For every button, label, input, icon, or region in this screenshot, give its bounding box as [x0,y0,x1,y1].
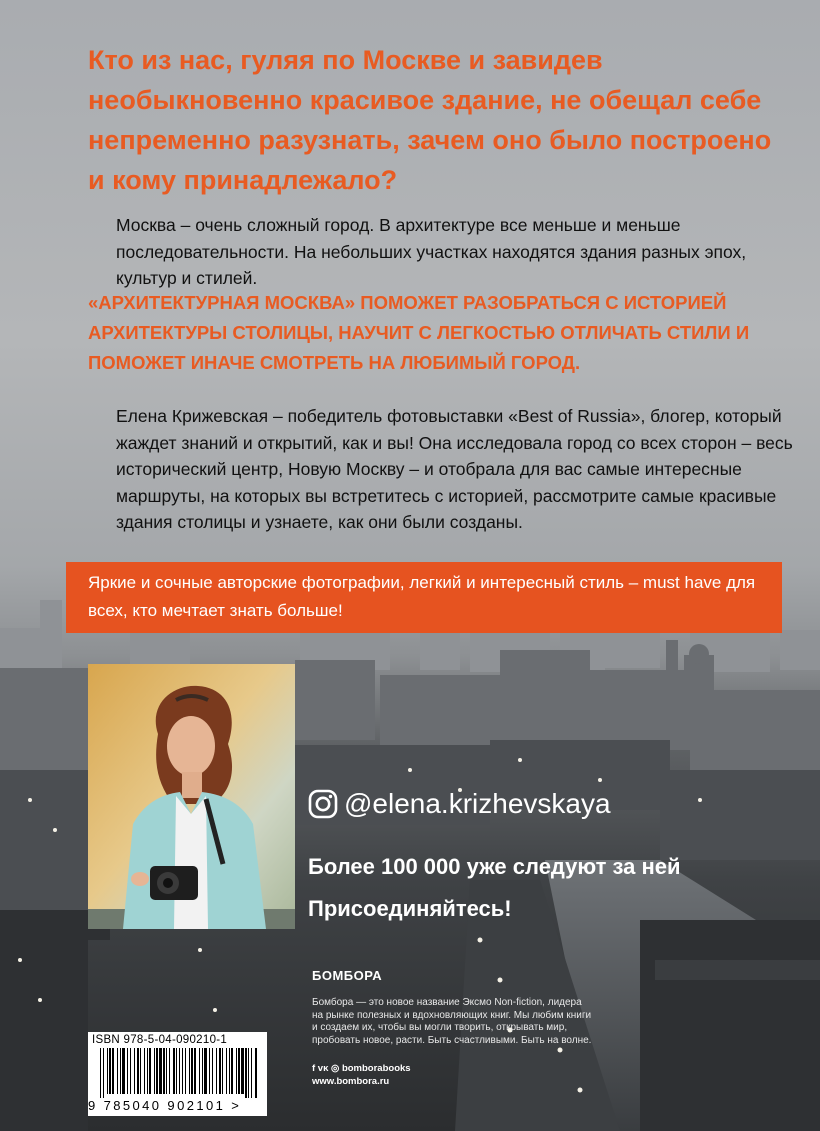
instagram-handle[interactable] [308,788,611,820]
publisher-socials [312,1062,411,1088]
barcode-bar [156,1048,158,1094]
barcode-bar [226,1048,227,1094]
barcode-bar [251,1048,252,1098]
barcode-bar [238,1048,240,1094]
intro-paragraph: Москва – очень сложный город. В архитектуре все меньше и меньше последовательности. На небольших участках находятся здания разных эпох, культур и стилей. [116,215,747,288]
barcode-bar [159,1048,162,1094]
barcode-bar [216,1048,217,1094]
barcode-bar [219,1048,221,1094]
barcode-bar [191,1048,193,1094]
barcode-bar [137,1048,139,1094]
barcode-bar [222,1048,223,1094]
website-line[interactable]: www.bombora.ru [312,1076,390,1087]
barcode-bar [173,1048,175,1094]
barcode-bar [130,1048,131,1094]
follow-block [308,846,681,930]
barcode-bar [134,1048,135,1094]
barcode-bar [176,1048,177,1094]
barcode-bar [147,1048,148,1094]
barcode-bar [182,1048,183,1094]
barcode-bar [120,1048,121,1094]
isbn-label: ISBN 978-5-04-090210-1 [92,1034,228,1046]
barcode-bar [236,1048,237,1094]
barcode-bar [194,1048,196,1094]
publisher-logo: БОМБОРА [312,968,383,983]
barcode-bar [202,1048,203,1094]
barcode-bar [199,1048,200,1094]
barcode-bar [255,1048,257,1098]
instagram-icon [308,789,338,819]
barcode-bar [117,1048,118,1094]
barcode-bar [179,1048,180,1094]
promo-caps-paragraph: «АРХИТЕКТУРНАЯ МОСКВА» ПОМОЖЕТ РАЗОБРАТЬСЯ С ИСТОРИЕЙ АРХИТЕКТУРЫ СТОЛИЦЫ, НАУЧИТ С ЛЕГКОСТЬЮ ОТЛИЧАТЬ СТИЛИ И ПОМОЖЕТ ИНАЧЕ СМОТРЕТЬ НА ЛЮБИМЫЙ ГОРОД. [88,292,750,373]
barcode-bar [103,1048,104,1098]
barcode-bar [209,1048,210,1094]
join-line: Присоединяйтесь! [308,896,512,921]
isbn-barcode-block [88,1032,267,1116]
barcode-bar [231,1048,233,1094]
barcode-bar [109,1048,111,1094]
author-bio-paragraph: Елена Крижевская – победитель фотовыставки «Best of Russia», блогер, который жаждет знаний и открытий, как и вы! Она исследовала город со всех сторон – весь исторический центр, Новую Москву – и отобрала для вас самые интересные маршруты, на которых вы встретитесь с историей, рассмотрите самые красивые здания столицы и узнаете, как они были созданы. [116,406,793,532]
publisher-description: Бомбора — это новое название Эксмо Non-fiction, лидера на рынке полезных и вдохновляющих книг. Мы любим книги и создаем их, чтобы вы могли творить, открывать мир, пробовать новое, расти. Быть счастливыми. Быть на волне. [312,997,592,1046]
barcode-bar [163,1048,165,1094]
barcode-bar [107,1048,108,1094]
barcode-bar [144,1048,145,1094]
barcode-bar [112,1048,114,1094]
barcode-bar [140,1048,141,1094]
barcode-bar [245,1048,247,1098]
barcode-bar [248,1048,249,1098]
social-line: f ᴠᴋ ◎ bomborabooks [312,1063,411,1074]
banner-text: Яркие и сочные авторские фотографии, легкий и интересный стиль – must have для всех, кто мечтает знать больше! [88,573,756,620]
barcode-bar [149,1048,151,1094]
barcode-bar [169,1048,170,1094]
followers-line: Более 100 000 уже следуют за ней [308,854,681,879]
headline-question: Кто из нас, гуляя по Москве и завидев необыкновенно красивое здание, не обещал себе непременно разузнать, зачем оно было построено и кому принадлежало? [88,45,772,195]
barcode-bar [154,1048,155,1094]
author-photo [88,664,295,929]
instagram-handle-text: @elena.krizhevskaya [344,788,611,819]
barcode-bar [204,1048,207,1094]
barcode-bar [100,1048,101,1098]
barcode-bar [229,1048,230,1094]
barcode-bar [212,1048,213,1094]
barcode-bar [185,1048,186,1094]
barcode-bar [127,1048,128,1094]
highlight-banner [66,562,782,633]
barcode-bar [122,1048,125,1094]
barcode-bar [166,1048,167,1094]
barcode-bar [241,1048,244,1094]
isbn-digits: 9 785040 902101 > [88,1098,242,1113]
barcode-bar [189,1048,190,1094]
barcode [88,1048,267,1098]
